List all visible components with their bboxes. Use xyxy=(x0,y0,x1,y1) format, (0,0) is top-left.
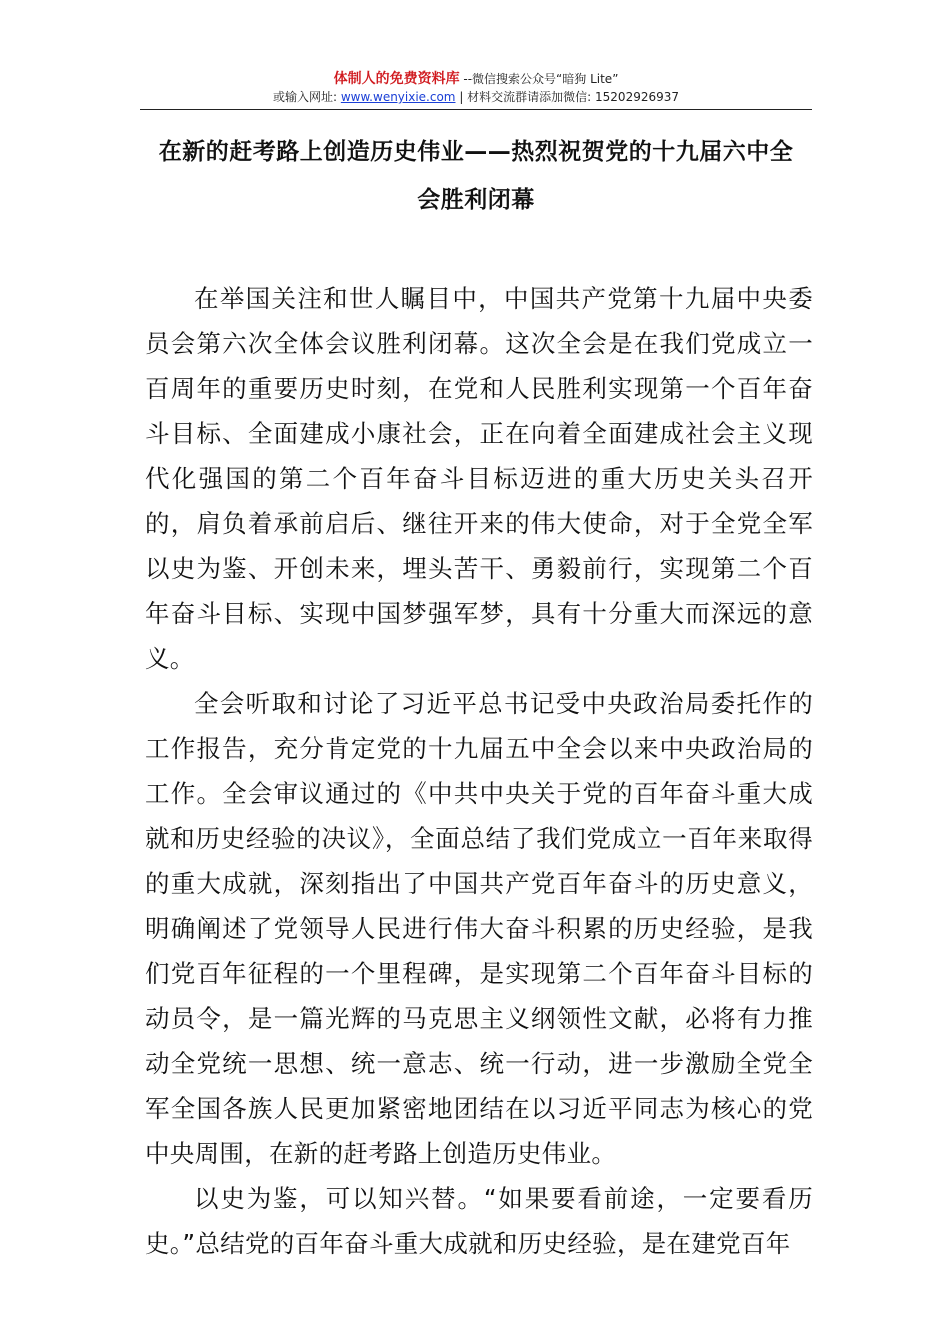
paragraph-3: 以史为鉴，可以知兴替。“如果要看前途，一定要看历史。”总结党的百年奋斗重大成就和历史经验，是在建党百年 xyxy=(145,1184,813,1258)
header-wechat-note: --微信搜索公众号“暗狗 Lite” xyxy=(459,72,619,86)
header-url-prefix: 或输入网址: xyxy=(272,90,341,104)
paragraph-1: 在举国关注和世人瞩目中，中国共产党第十九届中央委员会第六次全体会议胜利闭幕。这次全会是在我们党成立一百周年的重要历史时刻，在党和人民胜利实现第一个百年奋斗目标、全面建成小康社会，正在向着全面建成社会主义现代化强国的第二个百年奋斗目标迈进的重大历史关头召开的，肩负着承前启后、继往开来的伟大使命，对于全党全军以史为鉴、开创未来，埋头苦干、勇毅前行，实现第二个百年奋斗目标、实现中国梦强军梦，具有十分重大而深远的意义。 xyxy=(145,284,813,673)
header-divider xyxy=(140,109,812,110)
title-line-1: 在新的赶考路上创造历史伟业——热烈祝贺党的十九届六中全 xyxy=(158,139,794,165)
paragraph-2: 全会听取和讨论了习近平总书记受中央政治局委托作的工作报告，充分肯定党的十九届五中全会以来中央政治局的工作。全会审议通过的《中共中央关于党的百年奋斗重大成就和历史经验的决议》，全面总结了我们党成立一百年来取得的重大成就，深刻指出了中国共产党百年奋斗的历史意义，明确阐述了党领导人民进行伟大奋斗积累的历史经验，是我们党百年征程的一个里程碑，是实现第二个百年奋斗目标的动员令，是一篇光辉的马克思主义纲领性文献，必将有力推动全党统一思想、统一意志、统一行动，进一步激励全党全军全国各族人民更加紧密地团结在以习近平同志为核心的党中央周围，在新的赶考路上创造历史伟业。 xyxy=(145,689,813,1168)
header-website-link[interactable]: www.wenyixie.com xyxy=(340,90,456,104)
title-line-2: 会胜利闭幕 xyxy=(417,187,535,213)
document-title xyxy=(140,128,812,224)
header-promo-line xyxy=(140,70,812,88)
page-header xyxy=(140,70,812,106)
header-brand: 体制人的免费资料库 xyxy=(333,71,460,87)
header-contact-line xyxy=(140,88,812,106)
header-contact-info: | 材料交流群请添加微信: 15202926937 xyxy=(455,90,680,104)
document-body xyxy=(145,276,813,1266)
